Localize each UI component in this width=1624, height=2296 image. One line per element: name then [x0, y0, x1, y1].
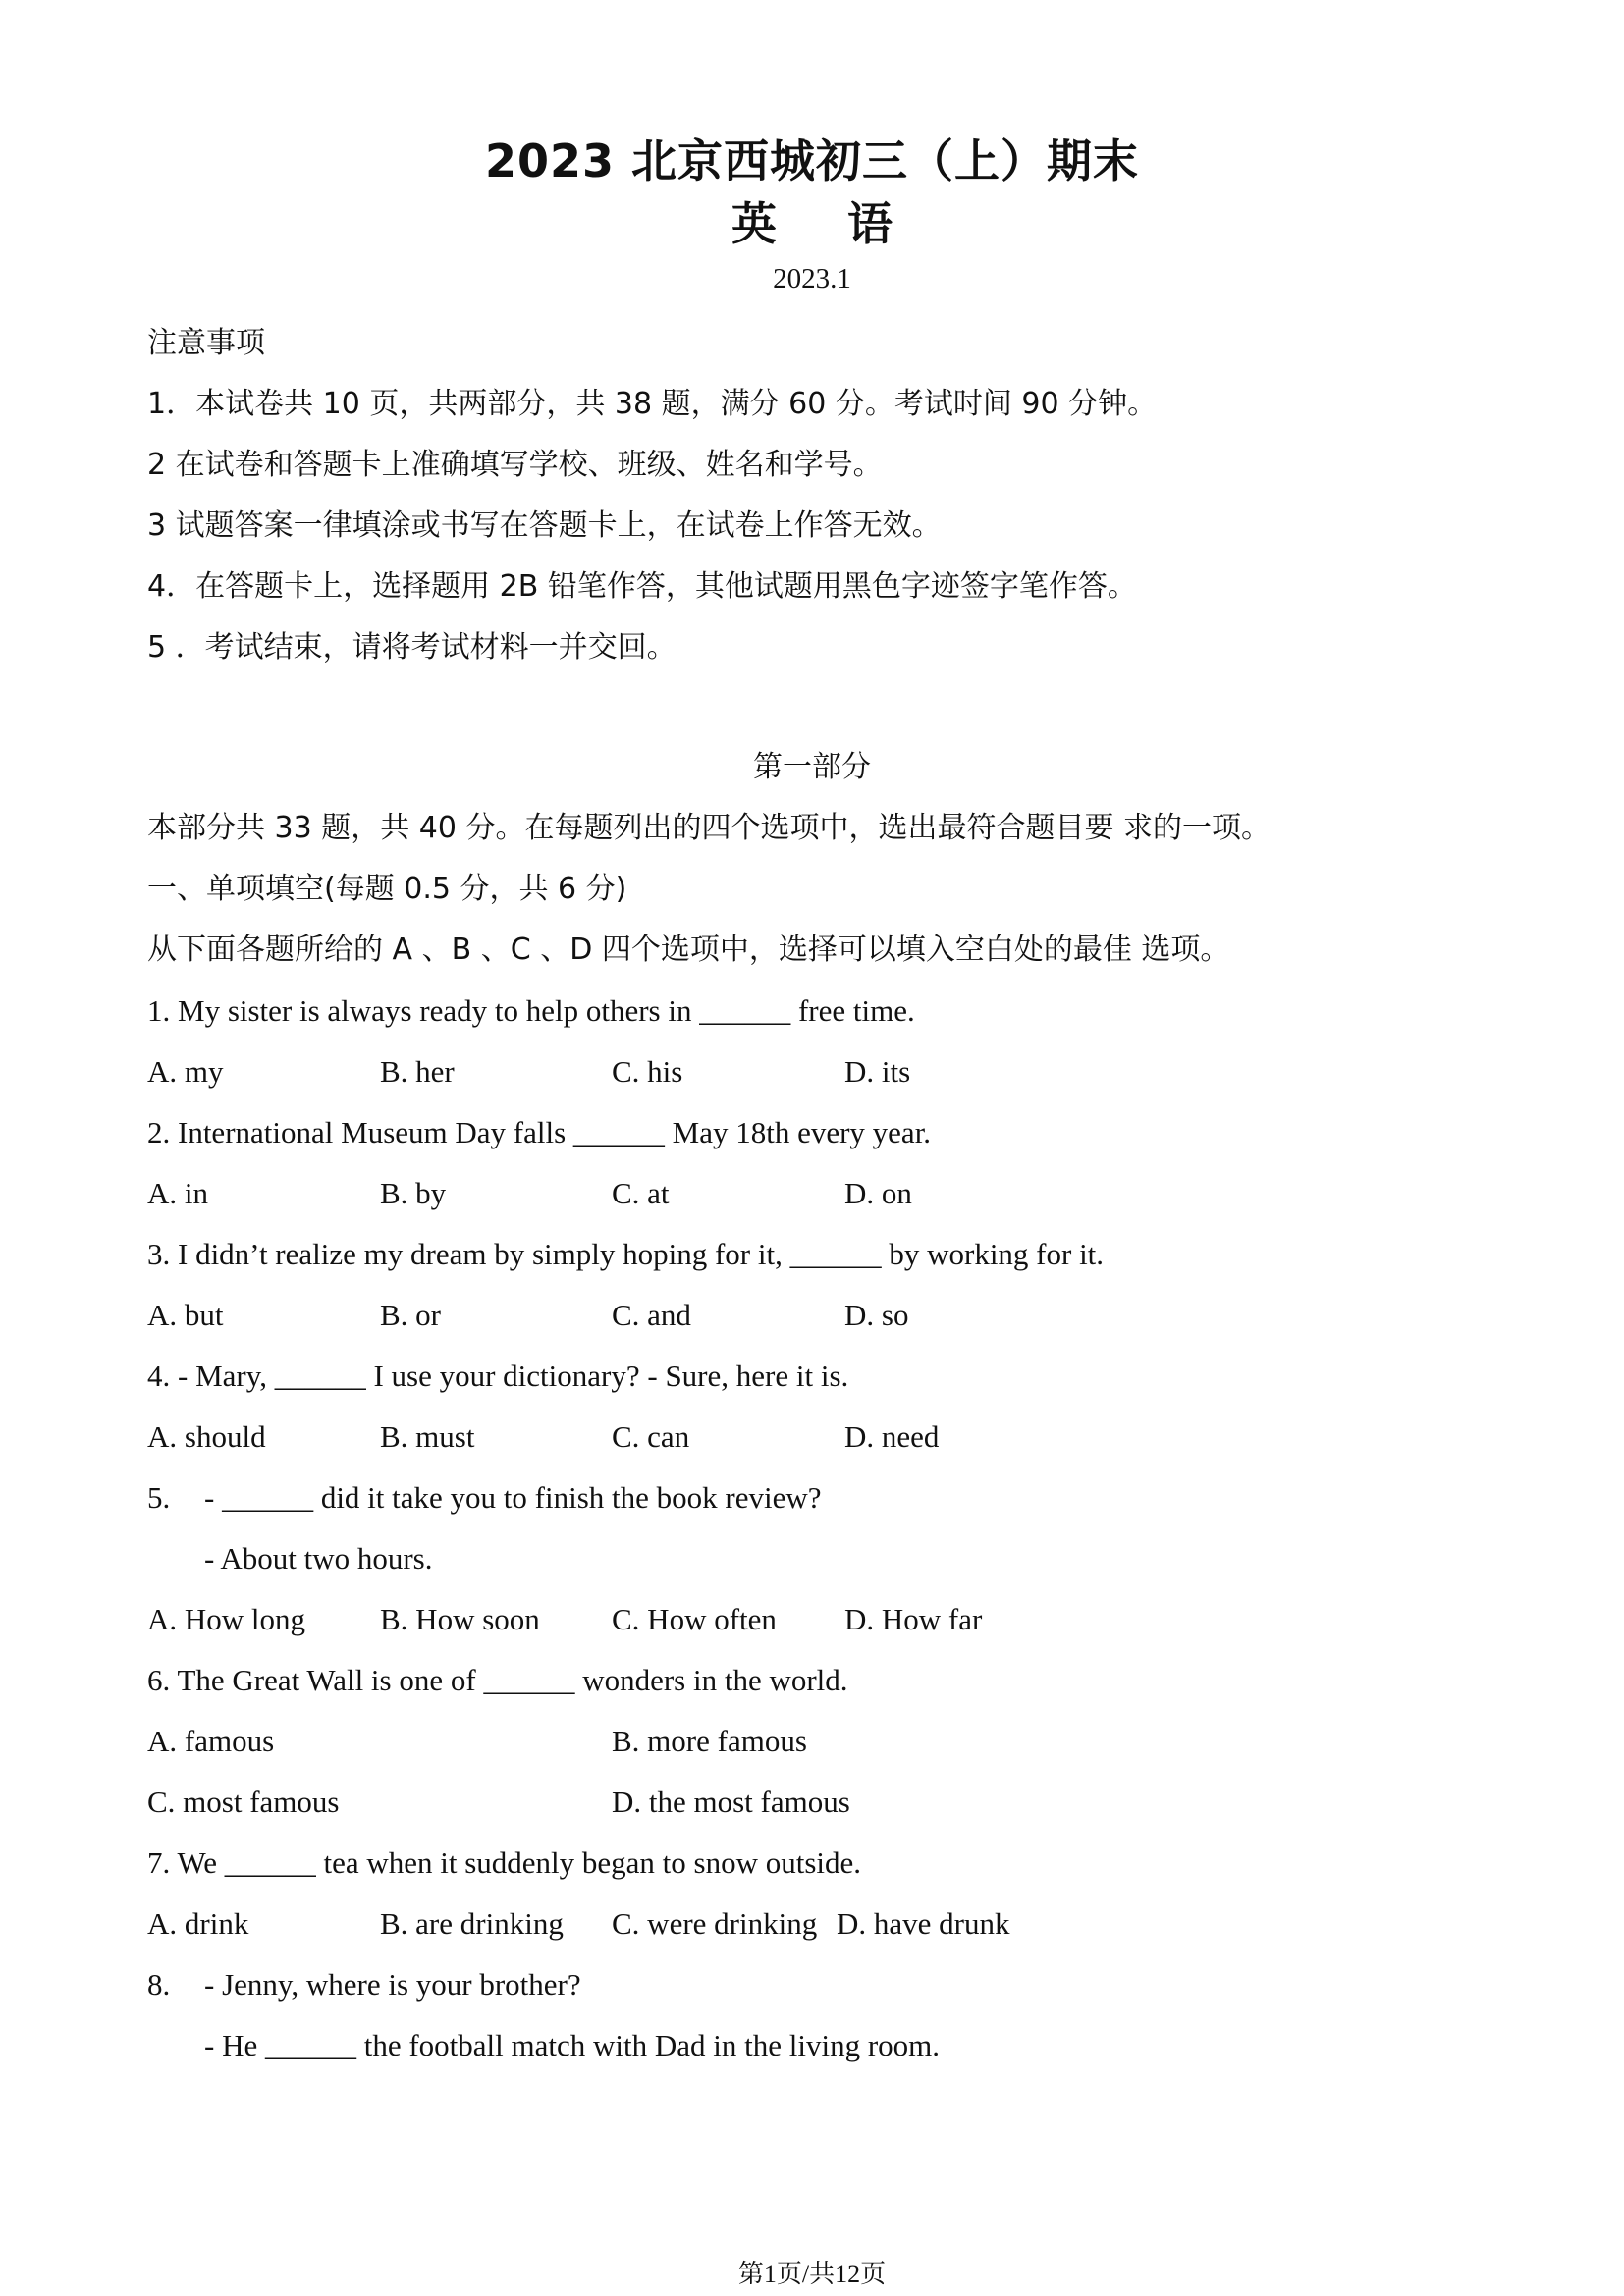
option-c: C. How often: [612, 1602, 777, 1636]
question-number: 5.: [147, 1480, 171, 1515]
notice-heading: 注意事项: [147, 326, 265, 360]
option-c: C. were drinking: [612, 1906, 818, 1941]
option-a: A. in: [147, 1176, 208, 1210]
subject-title: 英语: [731, 197, 963, 250]
option-a: A. should: [147, 1419, 266, 1454]
question-stem: 7. We ______ tea when it suddenly began to snow outside.: [147, 1845, 862, 1880]
notice-item: 5 ．考试结束，请将考试材料一并交回。: [147, 630, 677, 665]
option-b: B. must: [380, 1419, 475, 1454]
page-footer: 第1页/共12页: [737, 2260, 887, 2288]
option-b: B. How soon: [380, 1602, 540, 1636]
option-d: D. the most famous: [612, 1785, 850, 1819]
option-b: B. by: [380, 1176, 447, 1210]
notice-item: 1．本试卷共 10 页，共两部分，共 38 题，满分 60 分。考试时间 90 分钟。: [147, 387, 1158, 421]
question-stem: - Jenny, where is your brother?: [204, 1967, 581, 2002]
option-c: C. can: [612, 1419, 690, 1454]
question-stem: 2. International Museum Day falls ______ May 18th every year.: [147, 1115, 932, 1149]
option-a: A. How long: [147, 1602, 306, 1636]
option-b: B. are drinking: [380, 1906, 564, 1941]
option-b: B. or: [380, 1298, 441, 1332]
option-a: A. famous: [147, 1724, 275, 1758]
notice-item: 2 在试卷和答题卡上准确填写学校、班级、姓名和学号。: [147, 448, 883, 482]
question-stem: - ______ did it take you to finish the book review?: [204, 1480, 822, 1515]
part-heading: 第一部分: [753, 750, 871, 784]
part-intro: 本部分共 33 题，共 40 分。在每题列出的四个选项中，选出最符合题目要 求的一项。: [147, 811, 1272, 845]
option-c: C. his: [612, 1054, 683, 1089]
option-a: A. drink: [147, 1906, 249, 1941]
question-stem: 3. I didn’t realize my dream by simply hoping for it, ______ by working for it.: [147, 1237, 1105, 1271]
option-d: D. have drunk: [837, 1906, 1010, 1941]
option-c: C. and: [612, 1298, 691, 1332]
option-c: C. at: [612, 1176, 670, 1210]
option-d: D. on: [844, 1176, 912, 1210]
question-stem: 1. My sister is always ready to help others in ______ free time.: [147, 993, 915, 1028]
option-c: C. most famous: [147, 1785, 340, 1819]
exam-date: 2023.1: [773, 263, 851, 294]
option-d: D. need: [844, 1419, 940, 1454]
option-d: D. How far: [844, 1602, 983, 1636]
question-stem: 4. - Mary, ______ I use your dictionary? - Sure, here it is.: [147, 1359, 849, 1393]
option-a: A. my: [147, 1054, 224, 1089]
option-a: A. but: [147, 1298, 224, 1332]
section-instruction: 从下面各题所给的 A 、B 、C 、D 四个选项中，选择可以填入空白处的最佳 选项。: [147, 933, 1230, 967]
option-b: B. her: [380, 1054, 455, 1089]
exam-title: 2023 北京西城初三（上）期末: [484, 134, 1140, 187]
notice-item: 4．在答题卡上，选择题用 2B 铅笔作答，其他试题用黑色字迹签字笔作答。: [147, 569, 1137, 604]
option-d: D. so: [844, 1298, 909, 1332]
question-reply: - He ______ the football match with Dad in the living room.: [204, 2028, 941, 2062]
question-stem: 6. The Great Wall is one of ______ wonders in the world.: [147, 1663, 848, 1697]
question-reply: - About two hours.: [204, 1541, 433, 1575]
question-number: 8.: [147, 1967, 171, 2002]
section-title: 一、单项填空(每题 0.5 分，共 6 分): [147, 872, 627, 906]
option-b: B. more famous: [612, 1724, 807, 1758]
option-d: D. its: [844, 1054, 911, 1089]
notice-item: 3 试题答案一律填涂或书写在答题卡上，在试卷上作答无效。: [147, 508, 942, 543]
